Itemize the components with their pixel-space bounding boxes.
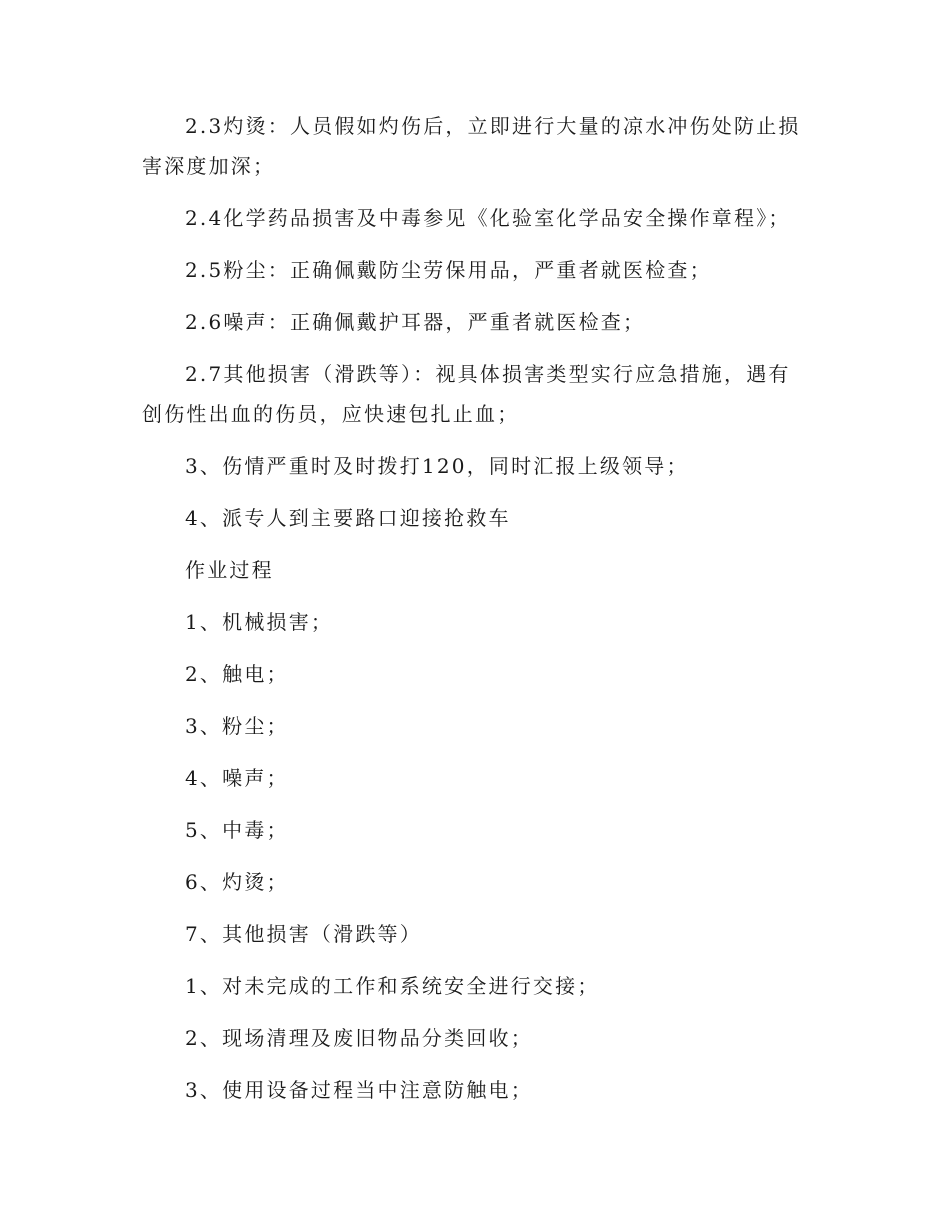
list-item: 4、噪声； [185,766,289,790]
list-item: 3、使用设备过程当中注意防触电； [185,1078,533,1102]
paragraph: 3、伤情严重时及时拨打120，同时汇报上级领导； [185,454,689,478]
list-item: 1、机械损害； [185,610,334,634]
paragraph: 2.4化学药品损害及中毒参见《化验室化学品安全操作章程》； [185,206,791,230]
paragraph: 2.7其他损害（滑跌等）：视具体损害类型实行应急措施，遇有创伤性出血的伤员，应快速包扎止血； [142,362,791,426]
list-item: 6、灼烫； [185,870,289,894]
paragraph: 2.6噪声：正确佩戴护耳器，严重者就医检查； [185,310,646,334]
paragraph: 2.3灼烫：人员假如灼伤后，立即进行大量的凉水冲伤处防止损害深度加深； [142,114,801,178]
list-item: 5、中毒； [185,818,289,842]
list-item: 2、现场清理及废旧物品分类回收； [185,1026,533,1050]
list-item: 1、对未完成的工作和系统安全进行交接； [185,974,600,998]
list-item: 7、其他损害（滑跌等） [185,922,422,946]
paragraph: 4、派专人到主要路口迎接抢救车 [185,506,511,530]
list-item: 3、粉尘； [185,714,289,738]
paragraph: 2.5粉尘：正确佩戴防尘劳保用品，严重者就医检查； [185,258,712,282]
list-item: 2、触电； [185,662,289,686]
document-body [142,106,812,1122]
section-heading: 作业过程 [185,558,274,582]
